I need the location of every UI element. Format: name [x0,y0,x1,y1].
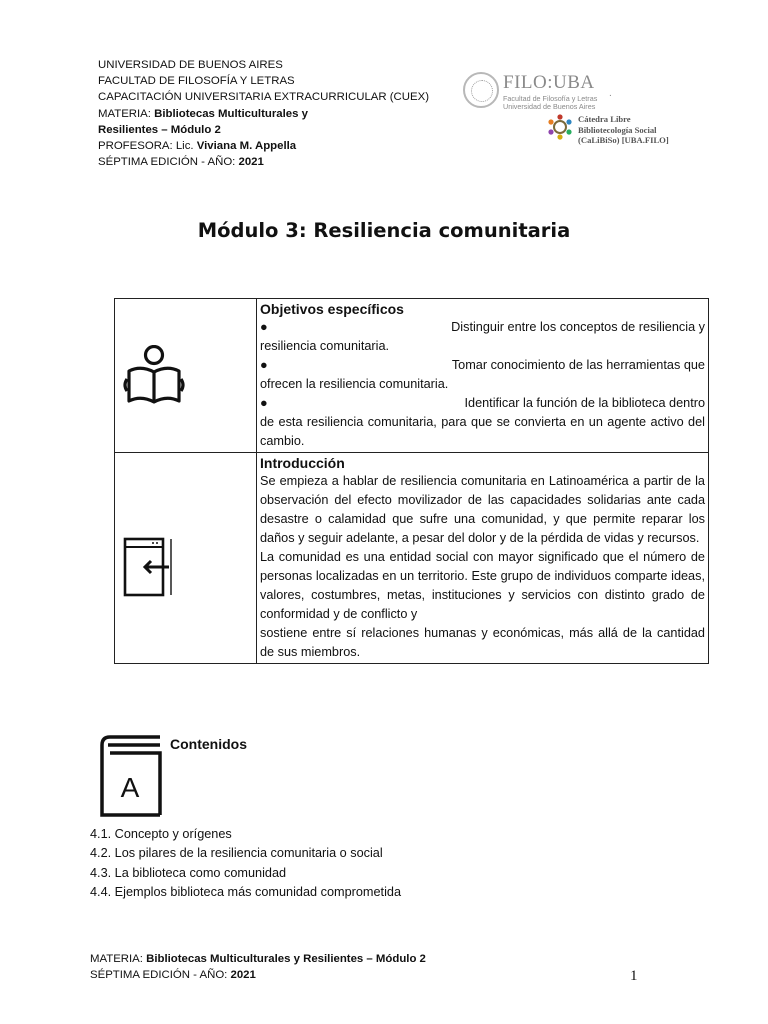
footer-subject-line [90,952,426,968]
catedra-text [578,114,669,146]
edition-line [98,154,429,170]
teacher-label: PROFESORA: Lic. [98,140,197,153]
footer-subject: Bibliotecas Multiculturales y Resilientes – Módulo 2 [146,953,426,965]
contents-item: 4.4. Ejemplos biblioteca más comunidad comprometida [90,884,401,899]
book-letter-icon [98,733,164,819]
objective-first-line: Identificar la función de la biblioteca dentro [464,396,705,410]
footer-edition-line [90,968,426,984]
contents-list [90,825,401,902]
teacher-line [98,138,429,154]
filo-logo-dot: . [609,88,612,99]
contents-item: 4.2. Los pilares de la resiliencia comunitaria o social [90,846,383,861]
objective-first-line: Distinguir entre los conceptos de resiliencia y [451,320,705,334]
objectives-heading: Objetivos específicos [260,301,404,317]
program-name: CAPACITACIÓN UNIVERSITARIA EXTRACURRICULAR (CUEX) [98,91,429,104]
enter-window-icon [123,537,175,599]
objectives-row [115,299,709,453]
filo-logo-subtitle-2: Universidad de Buenos Aires [503,102,596,111]
filo-uba-logo [463,72,623,112]
objective-rest: resiliencia comunitaria. [260,339,390,353]
document-header [98,57,429,170]
introduction-paragraph-3: sostiene entre sí relaciones humanas y económicas, más allá de la cantidad de sus miembros. [260,626,705,659]
objective-item [260,394,705,451]
contents-item: 4.1. Concepto y orígenes [90,827,232,841]
filo-seal-icon [463,72,499,108]
edition-label: SÉPTIMA EDICIÓN - AÑO: [98,156,239,169]
catedra-libre-logo [546,113,676,149]
subject-name-part1: Bibliotecas Multiculturales y [154,107,308,120]
footer-edition-year: 2021 [230,968,256,981]
objective-item [260,356,705,394]
objectives-text-cell [257,299,709,453]
introduction-row [115,453,709,664]
bullet-icon: ● [260,320,268,334]
filo-logo-name: FILO:UBA [503,72,595,93]
catedra-line-2: Bibliotecología Social [578,124,657,135]
university-name: UNIVERSIDAD DE BUENOS AIRES [98,59,283,71]
introduction-paragraph-2: La comunidad es una entidad social con mayor significado que el número de personas localizadas en un territorio. Este grupo de individuos comparte ideas, valores, costumbres, metas, instituciones y servicios con distinto grado de conformidad y de conflicto y [260,550,705,621]
bullet-icon: ● [260,358,268,372]
objective-rest: ofrecen la resiliencia comunitaria. [260,377,449,391]
book-letter: A [120,772,140,803]
objective-item [260,318,705,356]
introduction-icon-cell [115,453,257,664]
edition-year: 2021 [238,156,264,169]
filo-logo-subtitle-1: Facultad de Filosofía y Letras [503,94,598,103]
module-title: Módulo 3: Resiliencia comunitaria [197,219,571,242]
contents-item: 4.3. La biblioteca como comunidad [90,865,287,880]
introduction-heading: Introducción [260,455,345,471]
contents-heading: Contenidos [170,736,247,752]
gears-people-icon [546,113,574,141]
subject-label: MATERIA: [98,107,155,120]
objectives-icon-cell [115,299,257,453]
module-table [114,298,709,664]
objective-rest: de esta resiliencia comunitaria, para que se convierta en un agente activo del cambio. [260,415,705,448]
introduction-paragraph-1: Se empieza a hablar de resiliencia comunitaria en Latinoamérica a partir de la observación del efecto movilizador de las capacidades solidarias ante cada desastre o calamidad que sufre una comunidad, y que permite reparar los daños y seguir adelante, a pesar del dolor y de la pérdida de vidas y recursos. [260,474,705,545]
person-reading-icon [123,345,185,411]
subject-name-part2: Resilientes – Módulo 2 [98,123,221,136]
teacher-name: Viviana M. Appella [196,140,297,153]
bullet-icon: ● [260,396,268,410]
subject-line-2 [98,122,429,138]
faculty-name: FACULTAD DE FILOSOFÍA Y LETRAS [98,75,295,88]
catedra-line-1: Cátedra Libre [578,114,631,124]
catedra-line-3: (CaLiBiSo) [UBA.FILO] [578,135,669,146]
subject-line [98,106,429,122]
document-footer [90,952,426,983]
footer-edition-label: SÉPTIMA EDICIÓN - AÑO: [90,968,231,981]
introduction-text-cell [257,453,709,664]
objective-first-line: Tomar conocimiento de las herramientas que [451,358,705,372]
page-number: 1 [630,968,638,984]
footer-subject-label: MATERIA: [90,953,147,965]
